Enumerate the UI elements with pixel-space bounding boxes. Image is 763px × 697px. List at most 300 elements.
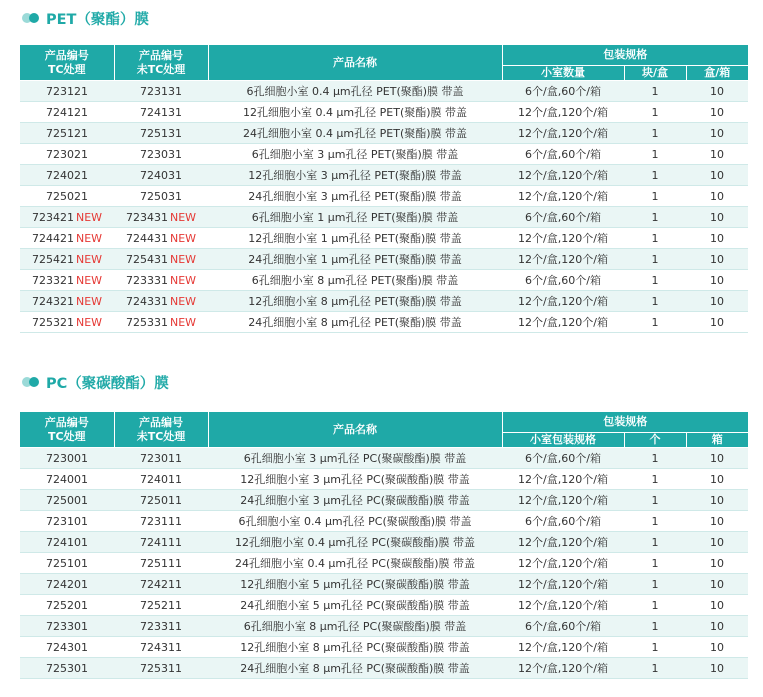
product-name-cell [208,186,502,207]
per-box-cell [624,448,686,469]
per-box-cell [624,291,686,312]
code-non-tc-cell-text: 724031 [140,168,182,182]
chamber-qty-cell-text: 12个/盒,120个/箱 [518,599,608,612]
table-row [20,469,748,490]
per-case-cell [686,532,748,553]
table-row [20,616,748,637]
chamber-qty-cell-text: 12个/盒,120个/箱 [518,473,608,486]
code-non-tc-cell-text: 723311 [140,619,182,633]
code-tc-cell [20,123,114,144]
code-non-tc-cell [114,165,208,186]
code-non-tc-cell-text: 724331 [125,294,168,308]
per-case-cell-text: 10 [710,556,724,570]
product-name-cell-text: 12孔细胞小室 1 μm孔径 PET(聚酯)膜 带盖 [248,232,462,245]
header-per-box: 个 [624,433,686,448]
per-box-cell [624,511,686,532]
per-box-cell-text: 1 [651,189,659,203]
chamber-qty-cell-text: 12个/盒,120个/箱 [518,106,608,119]
product-name-cell-text: 12孔细胞小室 0.4 μm孔径 PET(聚酯)膜 带盖 [242,106,468,119]
pet-table-body [20,81,748,333]
per-case-cell-text: 10 [710,315,724,329]
code-non-tc-cell-text: 723011 [140,451,182,465]
code-tc-cell-text: 725001 [46,493,88,507]
code-tc-cell [20,553,114,574]
product-name-cell [208,123,502,144]
new-badge: NEW [169,294,197,308]
per-case-cell [686,490,748,511]
table-row [20,81,748,102]
product-name-cell-text: 6孔细胞小室 0.4 μm孔径 PC(聚碳酸酯)膜 带盖 [238,515,472,528]
per-case-cell [686,144,748,165]
code-non-tc-cell [114,616,208,637]
product-name-cell [208,81,502,102]
per-box-cell-text: 1 [651,294,659,308]
code-non-tc-cell [114,448,208,469]
table-row [20,123,748,144]
code-tc-cell [20,165,114,186]
table-row [20,249,748,270]
product-name-cell [208,207,502,228]
per-box-cell-text: 1 [651,126,659,140]
product-name-cell-text: 24孔细胞小室 3 μm孔径 PET(聚酯)膜 带盖 [248,190,462,203]
per-case-cell [686,469,748,490]
chamber-qty-cell-text: 12个/盒,120个/箱 [518,169,608,182]
header-code-non-tc [114,45,208,81]
per-case-cell-text: 10 [710,147,724,161]
chamber-qty-cell [502,595,624,616]
code-non-tc-cell-text: 724011 [140,472,182,486]
pc-section-title [22,370,169,394]
chamber-qty-cell [502,574,624,595]
per-box-cell-text: 1 [651,168,659,182]
chamber-qty-cell-text: 12个/盒,120个/箱 [518,641,608,654]
header-line: 产品编号 [139,415,183,429]
per-case-cell-text: 10 [710,661,724,675]
product-name-cell-text: 12孔细胞小室 3 μm孔径 PC(聚碳酸酯)膜 带盖 [240,473,470,486]
chamber-qty-cell [502,511,624,532]
code-non-tc-cell-text: 725031 [140,189,182,203]
table-row [20,186,748,207]
code-non-tc-cell [114,637,208,658]
product-name-cell-text: 24孔细胞小室 3 μm孔径 PC(聚碳酸酯)膜 带盖 [240,494,470,507]
code-tc-cell [20,207,114,228]
code-non-tc-cell [114,228,208,249]
table-row [20,595,748,616]
per-box-cell [624,165,686,186]
product-name-cell-text: 12孔细胞小室 8 μm孔径 PET(聚酯)膜 带盖 [248,295,462,308]
table-row [20,291,748,312]
product-name-cell-text: 24孔细胞小室 0.4 μm孔径 PC(聚碳酸酯)膜 带盖 [234,557,476,570]
code-non-tc-cell-text: 724211 [140,577,182,591]
chamber-qty-cell [502,637,624,658]
table-row [20,207,748,228]
table-row [20,490,748,511]
product-name-cell-text: 24孔细胞小室 8 μm孔径 PET(聚酯)膜 带盖 [248,316,462,329]
per-box-cell [624,616,686,637]
code-tc-cell [20,658,114,679]
product-name-cell-text: 6孔细胞小室 8 μm孔径 PET(聚酯)膜 带盖 [251,274,459,287]
pet-section-title [22,6,149,30]
header-per-box: 块/盒 [624,66,686,81]
product-name-cell [208,532,502,553]
per-case-cell-text: 10 [710,105,724,119]
code-non-tc-cell-text: 724131 [140,105,182,119]
per-case-cell [686,102,748,123]
per-box-cell [624,312,686,333]
table-row [20,165,748,186]
new-badge: NEW [169,252,197,266]
per-box-cell [624,102,686,123]
per-case-cell-text: 10 [710,210,724,224]
code-tc-cell [20,291,114,312]
code-tc-cell-text: 724321 [31,294,74,308]
code-non-tc-cell-text: 725011 [140,493,182,507]
per-box-cell [624,532,686,553]
per-box-cell-text: 1 [651,315,659,329]
code-non-tc-cell [114,658,208,679]
new-badge: NEW [169,210,197,224]
code-non-tc-cell-text: 725131 [140,126,182,140]
product-name-cell-text: 12孔细胞小室 3 μm孔径 PET(聚酯)膜 带盖 [248,169,462,182]
code-tc-cell [20,102,114,123]
per-case-cell-text: 10 [710,451,724,465]
code-non-tc-cell [114,81,208,102]
code-tc-cell-text: 723101 [46,514,88,528]
chamber-qty-cell [502,553,624,574]
chamber-qty-cell-text: 12个/盒,120个/箱 [518,253,608,266]
per-case-cell-text: 10 [710,535,724,549]
new-badge: NEW [169,315,197,329]
table-row [20,270,748,291]
per-box-cell-text: 1 [651,472,659,486]
code-non-tc-cell-text: 725431 [125,252,168,266]
per-box-cell [624,469,686,490]
new-badge: NEW [75,315,103,329]
header-packing: 包装规格 [502,412,748,433]
per-box-cell-text: 1 [651,556,659,570]
per-box-cell-text: 1 [651,147,659,161]
table-row [20,228,748,249]
code-non-tc-cell-text: 725311 [140,661,182,675]
per-box-cell-text: 1 [651,535,659,549]
code-tc-cell-text: 724001 [46,472,88,486]
header-code-non-tc [114,412,208,448]
product-name-cell [208,574,502,595]
per-case-cell [686,207,748,228]
product-name-cell-text: 12孔细胞小室 0.4 μm孔径 PC(聚碳酸酯)膜 带盖 [234,536,476,549]
per-case-cell [686,186,748,207]
chamber-qty-cell [502,312,624,333]
code-tc-cell-text: 724021 [46,168,88,182]
code-non-tc-cell [114,144,208,165]
new-badge: NEW [75,210,103,224]
per-box-cell [624,637,686,658]
header-chamber-packing: 小室包装规格 [502,433,624,448]
chamber-qty-cell [502,469,624,490]
code-non-tc-cell [114,553,208,574]
new-badge: NEW [75,273,103,287]
per-box-cell-text: 1 [651,577,659,591]
per-case-cell-text: 10 [710,231,724,245]
chamber-qty-cell-text: 6个/盒,60个/箱 [525,515,601,528]
product-name-cell-text: 24孔细胞小室 8 μm孔径 PC(聚碳酸酯)膜 带盖 [240,662,470,675]
code-tc-cell-text: 724121 [46,105,88,119]
per-box-cell [624,186,686,207]
per-box-cell-text: 1 [651,252,659,266]
code-tc-cell-text: 723421 [31,210,74,224]
per-case-cell [686,165,748,186]
code-tc-cell-text: 723121 [46,84,88,98]
per-box-cell-text: 1 [651,273,659,287]
code-non-tc-cell-text: 725111 [140,556,182,570]
per-box-cell [624,574,686,595]
product-name-cell [208,595,502,616]
per-case-cell [686,291,748,312]
per-case-cell-text: 10 [710,189,724,203]
code-non-tc-cell-text: 723131 [140,84,182,98]
code-non-tc-cell [114,511,208,532]
per-case-cell-text: 10 [710,273,724,287]
header-line: 未TC处理 [136,62,186,76]
product-name-cell-text: 12孔细胞小室 5 μm孔径 PC(聚碳酸酯)膜 带盖 [240,578,470,591]
code-tc-cell-text: 725301 [46,661,88,675]
table-row [20,532,748,553]
chamber-qty-cell-text: 12个/盒,120个/箱 [518,557,608,570]
per-case-cell [686,637,748,658]
per-case-cell-text: 10 [710,294,724,308]
code-tc-cell-text: 725321 [31,315,74,329]
product-name-cell [208,291,502,312]
new-badge: NEW [75,231,103,245]
product-name-cell [208,249,502,270]
pet-title-text: PET（聚酯）膜 [46,11,149,28]
pet-product-table [20,45,748,333]
per-box-cell [624,553,686,574]
chamber-qty-cell [502,207,624,228]
table-row [20,102,748,123]
header-product-name: 产品名称 [208,412,502,448]
bullet-dots-icon [22,13,39,23]
per-box-cell-text: 1 [651,619,659,633]
chamber-qty-cell-text: 6个/盒,60个/箱 [525,211,601,224]
header-line: TC处理 [47,62,86,76]
chamber-qty-cell [502,165,624,186]
product-name-cell-text: 6孔细胞小室 0.4 μm孔径 PET(聚酯)膜 带盖 [246,85,464,98]
product-name-cell-text: 24孔细胞小室 1 μm孔径 PET(聚酯)膜 带盖 [248,253,462,266]
table-row [20,144,748,165]
header-code-tc [20,45,114,81]
product-name-cell-text: 6孔细胞小室 3 μm孔径 PET(聚酯)膜 带盖 [251,148,459,161]
product-name-cell [208,165,502,186]
product-name-cell [208,490,502,511]
chamber-qty-cell-text: 12个/盒,120个/箱 [518,494,608,507]
chamber-qty-cell [502,123,624,144]
header-packing: 包装规格 [502,45,748,66]
per-case-cell [686,658,748,679]
per-box-cell-text: 1 [651,105,659,119]
chamber-qty-cell-text: 12个/盒,120个/箱 [518,127,608,140]
chamber-qty-cell-text: 6个/盒,60个/箱 [525,452,601,465]
pc-title-text: PC（聚碳酸酯）膜 [46,375,169,392]
chamber-qty-cell [502,102,624,123]
product-name-cell-text: 6孔细胞小室 8 μm孔径 PC(聚碳酸酯)膜 带盖 [243,620,467,633]
table-row [20,574,748,595]
chamber-qty-cell-text: 6个/盒,60个/箱 [525,148,601,161]
per-box-cell-text: 1 [651,84,659,98]
per-case-cell [686,616,748,637]
per-case-cell [686,249,748,270]
per-box-cell-text: 1 [651,493,659,507]
code-tc-cell [20,511,114,532]
code-non-tc-cell-text: 724111 [140,535,182,549]
chamber-qty-cell [502,291,624,312]
code-tc-cell [20,637,114,658]
code-tc-cell-text: 723301 [46,619,88,633]
header-line: TC处理 [47,429,86,443]
chamber-qty-cell [502,616,624,637]
header-line: 产品编号 [44,48,89,62]
chamber-qty-cell [502,144,624,165]
code-tc-cell-text: 723001 [46,451,88,465]
code-tc-cell-text: 724301 [46,640,88,654]
new-badge: NEW [75,252,103,266]
per-box-cell-text: 1 [651,514,659,528]
chamber-qty-cell [502,249,624,270]
per-case-cell-text: 10 [710,84,724,98]
chamber-qty-cell-text: 6个/盒,60个/箱 [525,620,601,633]
per-case-cell [686,595,748,616]
per-case-cell-text: 10 [710,168,724,182]
code-tc-cell [20,616,114,637]
per-box-cell-text: 1 [651,661,659,675]
code-tc-cell [20,228,114,249]
code-tc-cell [20,469,114,490]
pc-table-body [20,448,748,679]
header-line: 产品编号 [139,48,183,62]
chamber-qty-cell-text: 12个/盒,120个/箱 [518,578,608,591]
per-case-cell-text: 10 [710,514,724,528]
code-non-tc-cell [114,532,208,553]
chamber-qty-cell [502,490,624,511]
per-case-cell [686,270,748,291]
header-chamber-qty: 小室数量 [502,66,624,81]
new-badge: NEW [169,231,197,245]
product-name-cell [208,616,502,637]
chamber-qty-cell-text: 6个/盒,60个/箱 [525,274,601,287]
code-tc-cell [20,595,114,616]
code-tc-cell-text: 725421 [31,252,74,266]
code-non-tc-cell-text: 723331 [125,273,168,287]
chamber-qty-cell [502,448,624,469]
pc-product-table [20,412,748,679]
code-tc-cell [20,574,114,595]
chamber-qty-cell-text: 12个/盒,120个/箱 [518,190,608,203]
new-badge: NEW [169,273,197,287]
code-non-tc-cell [114,291,208,312]
code-non-tc-cell-text: 723111 [140,514,182,528]
code-non-tc-cell-text: 723431 [125,210,168,224]
per-box-cell-text: 1 [651,210,659,224]
per-case-cell [686,228,748,249]
code-non-tc-cell-text: 725331 [125,315,168,329]
product-name-cell [208,102,502,123]
per-case-cell [686,553,748,574]
per-box-cell-text: 1 [651,451,659,465]
code-tc-cell-text: 723321 [31,273,74,287]
code-non-tc-cell-text: 724311 [140,640,182,654]
table-row [20,658,748,679]
per-case-cell-text: 10 [710,126,724,140]
per-box-cell [624,144,686,165]
code-tc-cell [20,186,114,207]
per-box-cell [624,658,686,679]
product-name-cell [208,553,502,574]
code-tc-cell [20,448,114,469]
product-name-cell [208,144,502,165]
product-name-cell [208,270,502,291]
chamber-qty-cell-text: 12个/盒,120个/箱 [518,232,608,245]
product-name-cell-text: 24孔细胞小室 5 μm孔径 PC(聚碳酸酯)膜 带盖 [240,599,470,612]
per-case-cell-text: 10 [710,493,724,507]
per-case-cell [686,511,748,532]
header-code-tc [20,412,114,448]
code-tc-cell-text: 724421 [31,231,74,245]
code-tc-cell [20,490,114,511]
per-box-cell [624,81,686,102]
chamber-qty-cell-text: 12个/盒,120个/箱 [518,295,608,308]
code-tc-cell-text: 724201 [46,577,88,591]
table-row [20,448,748,469]
code-non-tc-cell [114,270,208,291]
chamber-qty-cell [502,270,624,291]
per-case-cell-text: 10 [710,577,724,591]
chamber-qty-cell [502,81,624,102]
code-non-tc-cell [114,186,208,207]
product-name-cell [208,469,502,490]
product-name-cell [208,658,502,679]
chamber-qty-cell [502,186,624,207]
product-name-cell-text: 6孔细胞小室 3 μm孔径 PC(聚碳酸酯)膜 带盖 [243,452,467,465]
per-box-cell-text: 1 [651,640,659,654]
per-case-cell [686,574,748,595]
per-case-cell [686,81,748,102]
product-name-cell [208,312,502,333]
code-non-tc-cell [114,490,208,511]
code-non-tc-cell [114,249,208,270]
code-non-tc-cell-text: 724431 [125,231,168,245]
per-case-cell-text: 10 [710,619,724,633]
per-case-cell-text: 10 [710,640,724,654]
per-box-cell-text: 1 [651,598,659,612]
code-tc-cell-text: 725021 [46,189,88,203]
per-box-cell [624,123,686,144]
code-non-tc-cell [114,595,208,616]
table-row [20,312,748,333]
code-tc-cell-text: 725121 [46,126,88,140]
per-case-cell-text: 10 [710,472,724,486]
code-tc-cell [20,532,114,553]
header-line: 产品编号 [44,415,89,429]
per-box-cell [624,249,686,270]
code-tc-cell [20,312,114,333]
product-name-cell-text: 24孔细胞小室 0.4 μm孔径 PET(聚酯)膜 带盖 [242,127,468,140]
header-per-case: 盒/箱 [686,66,748,81]
header-product-name: 产品名称 [208,45,502,81]
table-row [20,511,748,532]
code-non-tc-cell [114,207,208,228]
chamber-qty-cell-text: 6个/盒,60个/箱 [525,85,601,98]
header-line: 未TC处理 [136,429,186,443]
